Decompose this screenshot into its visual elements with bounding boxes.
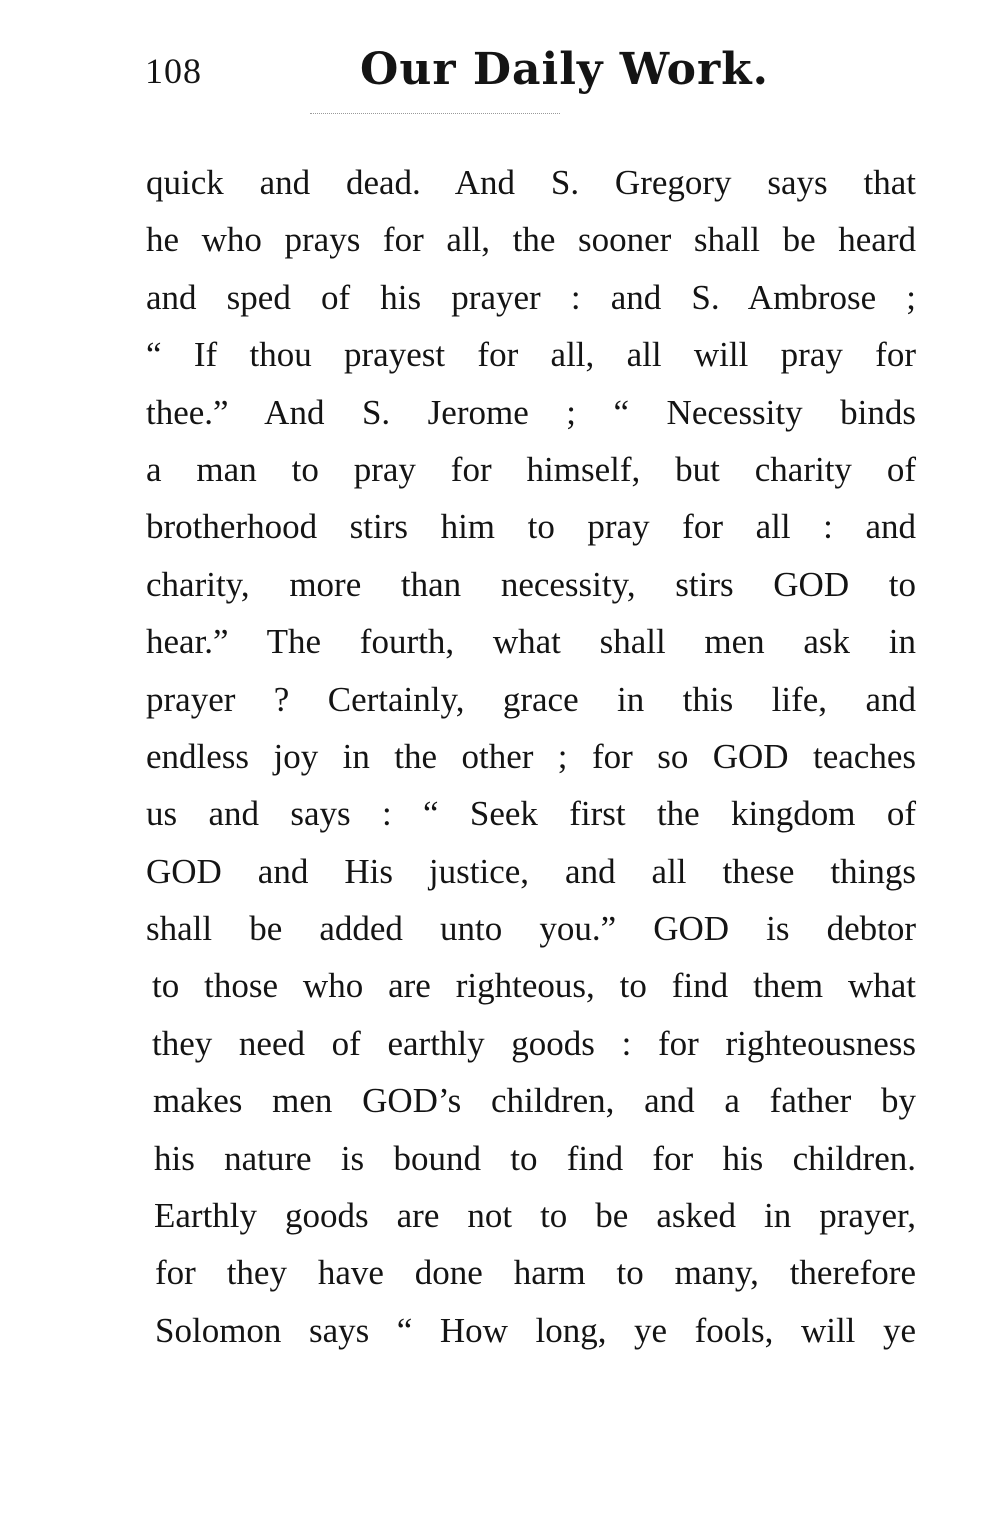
text-line: brotherhood stirs him to pray for all : and <box>146 507 916 547</box>
text-line: for they have done harm to many, therefore <box>155 1253 916 1293</box>
text-line: Earthly goods are not to be asked in prayer, <box>154 1196 916 1236</box>
text-line: endless joy in the other ; for so GOD teaches <box>146 736 916 776</box>
text-line: and sped of his prayer : and S. Ambrose ; <box>146 277 916 317</box>
page-number: 108 <box>145 51 202 91</box>
text-line: shall be added unto you.” GOD is debtor <box>146 909 916 949</box>
text-line: prayer ? Certainly, grace in this life, and <box>146 679 916 719</box>
running-title: Our Daily Work. <box>360 44 769 95</box>
text-line: “ If thou prayest for all, all will pray for <box>146 335 916 375</box>
text-line: makes men GOD’s children, and a father by <box>153 1081 916 1121</box>
header-rule <box>310 113 560 114</box>
body-text <box>146 154 916 1359</box>
text-line: thee.” And S. Jerome ; “ Necessity binds <box>146 392 916 432</box>
text-line: charity, more than necessity, stirs GOD to <box>146 564 916 604</box>
text-line: a man to pray for himself, but charity of <box>146 449 916 489</box>
text-line: they need of earthly goods : for righteousness <box>152 1023 916 1063</box>
text-line: quick and dead. And S. Gregory says that <box>146 163 916 202</box>
page-header <box>0 44 1000 104</box>
text-line: he who prays for all, the sooner shall be heard <box>146 220 916 260</box>
text-line: to those who are righteous, to find them what <box>152 966 916 1006</box>
text-line: hear.” The fourth, what shall men ask in <box>146 622 916 662</box>
text-line: us and says : “ Seek first the kingdom of <box>146 794 916 834</box>
text-line: GOD and His justice, and all these things <box>146 851 916 891</box>
text-line: Solomon says “ How long, ye fools, will ye <box>155 1310 916 1350</box>
text-line: his nature is bound to find for his children. <box>154 1138 916 1178</box>
